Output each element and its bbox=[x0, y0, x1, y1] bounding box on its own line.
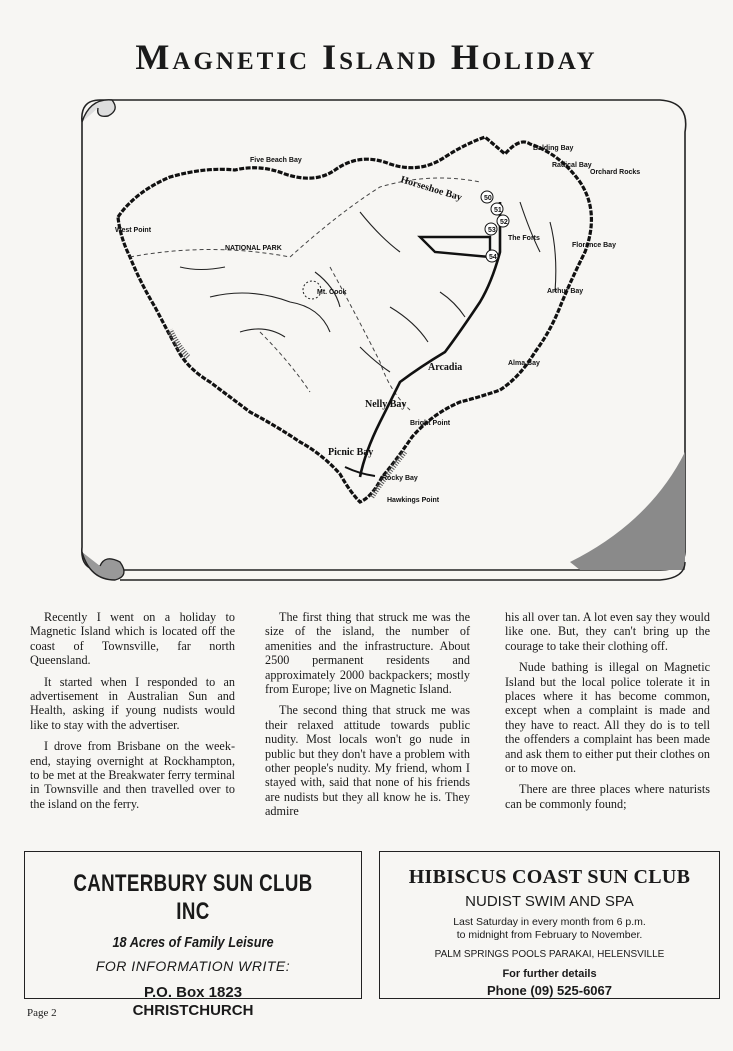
label-florence-bay: Florence Bay bbox=[572, 242, 616, 249]
marker-50: 50 bbox=[484, 195, 492, 202]
ad-schedule bbox=[380, 916, 719, 942]
paragraph: Nude bathing is illegal on Magnetic Island but the local police tolerate it in places where it has become common, except when a complaint is made and they have to react. All they do is to tell the offenders a complaint has been made and ask them to either put their clothes on or to move on. bbox=[505, 660, 710, 776]
paragraph: his all over tan. A lot even say they would like one. But, they can't bring up the courage to take their clothing off. bbox=[505, 610, 710, 653]
label-bright-point: Bright Point bbox=[410, 420, 451, 427]
hibiscus-ad bbox=[379, 851, 720, 999]
article-column-1 bbox=[30, 610, 235, 818]
park-boundary bbox=[130, 178, 480, 410]
island-map bbox=[60, 92, 710, 587]
article-column-3 bbox=[505, 610, 710, 818]
label-arthur-bay: Arthur Bay bbox=[547, 288, 584, 295]
label-alma-bay: Alma Bay bbox=[508, 360, 540, 367]
label-horseshoe-bay: Horseshoe Bay bbox=[399, 174, 464, 204]
scroll-shadow bbox=[570, 452, 685, 570]
ad-city: CHRISTCHURCH bbox=[132, 1002, 254, 1019]
label-orchard-rocks: Orchard Rocks bbox=[590, 169, 641, 176]
ad-details: For further details bbox=[502, 968, 597, 980]
label-rocky-bay: Rocky Bay bbox=[382, 475, 418, 482]
ad-subtitle: 18 Acres of Family Leisure bbox=[112, 934, 274, 951]
ad-schedule-line: Last Saturday in every month from 6 p.m. bbox=[453, 916, 646, 928]
marker-group bbox=[481, 191, 509, 262]
ad-title: HIBISCUS COAST SUN CLUB bbox=[408, 866, 691, 888]
ad-write: FOR INFORMATION WRITE: bbox=[95, 958, 291, 974]
paragraph: Recently I went on a holiday to Magnetic Island which is located off the coast of Townsville, far north Queensland. bbox=[30, 610, 235, 668]
ad-phone: Phone (09) 525-6067 bbox=[486, 983, 612, 998]
paragraph: There are three places where naturists can be commonly found; bbox=[505, 782, 710, 811]
label-the-forts: The Forts bbox=[508, 235, 540, 242]
label-hawkings-point: Hawkings Point bbox=[387, 497, 440, 504]
page-title: Magnetic Island Holiday bbox=[135, 37, 598, 77]
label-balding-bay: Balding Bay bbox=[533, 145, 574, 152]
marker-54: 54 bbox=[489, 254, 497, 261]
paragraph: It started when I responded to an advertisement in Australian Sun and Health, asking if young nudists would like to stay with the advertiser. bbox=[30, 674, 235, 732]
label-arcadia: Arcadia bbox=[428, 362, 463, 373]
label-mt-cook: Mt. Cook bbox=[317, 289, 347, 296]
ad-place: PALM SPRINGS POOLS PARAKAI, HELENSVILLE bbox=[434, 949, 665, 960]
paragraph: The first thing that struck me was the size of the island, the number of amenities and the infrastructure. About 2500 permanent residents and approximately 2000 backpackers; mostly from Europe; live on Magnetic Island. bbox=[265, 610, 470, 697]
ad-schedule-line: to midnight from February to November. bbox=[456, 929, 643, 941]
page-number: Page 2 bbox=[27, 1007, 57, 1019]
label-nelly-bay: Nelly Bay bbox=[365, 399, 407, 410]
label-picnic-bay: Picnic Bay bbox=[328, 447, 374, 458]
paragraph: The second thing that struck me was their relaxed attitude towards public nudity. Most locals won't go nude in public but they don't have a problem with other people's nudity. My friend, whom I stayed with, said that none of his friends are nudists but they all know he is. They admire bbox=[265, 703, 470, 819]
ad-subtitle: NUDIST SWIM AND SPA bbox=[465, 893, 634, 910]
main-road bbox=[360, 202, 500, 477]
label-national-park: NATIONAL PARK bbox=[225, 245, 282, 252]
article-column-2 bbox=[265, 610, 470, 826]
label-five-beach-bay: Five Beach Bay bbox=[250, 157, 302, 164]
article-body bbox=[30, 610, 710, 835]
marker-51: 51 bbox=[494, 207, 502, 214]
ad-title: CANTERBURY SUN CLUB INC bbox=[73, 870, 313, 925]
scroll-curl-bottom bbox=[82, 552, 124, 580]
label-radical-bay: Radical Bay bbox=[552, 162, 592, 169]
label-west-point: West Point bbox=[115, 227, 152, 234]
ad-address bbox=[25, 984, 361, 1020]
marker-52: 52 bbox=[500, 219, 508, 226]
ad-po-box: P.O. Box 1823 bbox=[143, 984, 243, 1001]
marker-53: 53 bbox=[488, 227, 496, 234]
paragraph: I drove from Brisbane on the week-end, staying overnight at Rockhampton, to be met at the Breakwater ferry terminal in Townsville and then travelled over to the island on the ferry. bbox=[30, 739, 235, 811]
